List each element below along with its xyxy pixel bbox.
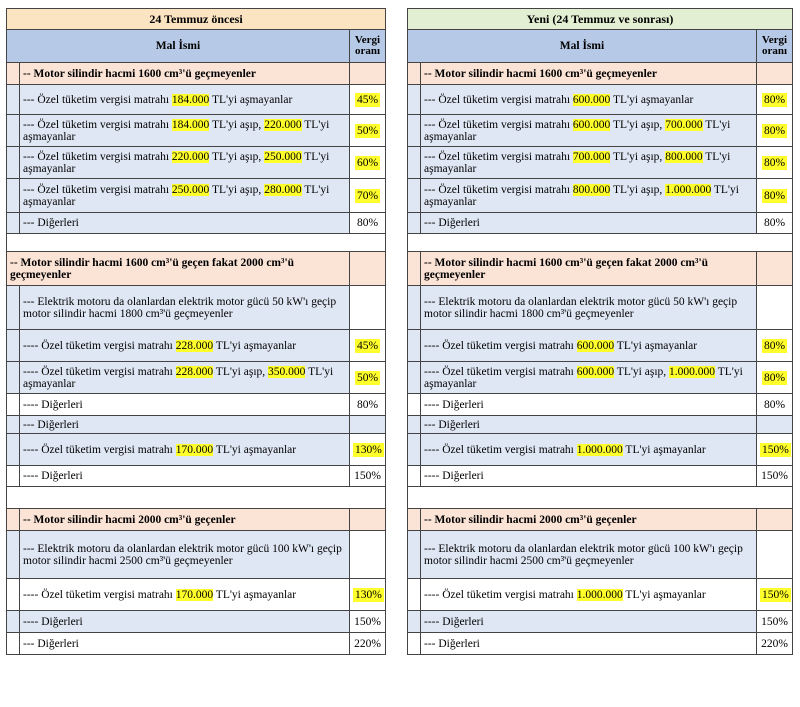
table-row [7, 362, 386, 394]
header-rate-line2: oranı [761, 45, 788, 57]
section-row [7, 252, 386, 286]
rate-value: 80% [756, 213, 792, 234]
row-label: ---- Diğerleri [20, 466, 350, 487]
rate-value: 45% [349, 330, 385, 362]
rate-value: 130% [349, 579, 385, 611]
row-label: --- Diğerleri [20, 416, 350, 434]
section-title: -- Motor silindir hacmi 1600 cm³'ü geçmeyenler [421, 63, 757, 85]
row-label: ---- Özel tüketim vergisi matrahı 170.000 TL'yi aşmayanlar [20, 579, 350, 611]
table-row [7, 115, 386, 147]
rate-value: 150% [349, 466, 385, 487]
rate-value: 50% [349, 115, 385, 147]
row-label: ---- Diğerleri [421, 394, 757, 416]
row-label: --- Diğerleri [20, 213, 350, 234]
table-row [7, 330, 386, 362]
table-row [408, 394, 793, 416]
header-row [408, 30, 793, 63]
row-label: --- Özel tüketim vergisi matrahı 600.000 TL'yi aşmayanlar [421, 85, 757, 115]
table-title: Yeni (24 Temmuz ve sonrası) [408, 9, 793, 30]
rate-value: 45% [349, 85, 385, 115]
section-row [7, 509, 386, 531]
rate-value: 50% [349, 362, 385, 394]
spacer-row [7, 487, 386, 509]
table-row [408, 579, 793, 611]
row-label: ---- Diğerleri [421, 466, 757, 487]
rate-value: 150% [756, 434, 792, 466]
table-row [408, 633, 793, 655]
row-label: --- Özel tüketim vergisi matrahı 700.000 TL'yi aşıp, 800.000 TL'yi aşmayanlar [421, 147, 757, 179]
section-title: -- Motor silindir hacmi 1600 cm³'ü geçen fakat 2000 cm³'ü geçmeyenler [421, 252, 757, 286]
header-rate [349, 30, 385, 63]
row-label: --- Özel tüketim vergisi matrahı 250.000 TL'yi aşıp, 280.000 TL'yi aşmayanlar [20, 179, 350, 213]
row-label: --- Diğerleri [20, 633, 350, 655]
rate-value: 80% [756, 179, 792, 213]
subsection-title: --- Elektrik motoru da olanlardan elektrik motor gücü 100 kW'ı geçip motor silindir hacmi 2500 cm³'ü geçmeyenler [20, 531, 350, 579]
rate-value: 70% [349, 179, 385, 213]
table-row [7, 579, 386, 611]
rate-value: 220% [349, 633, 385, 655]
spacer-row [408, 487, 793, 509]
subsection-row [7, 286, 386, 330]
table-row [408, 147, 793, 179]
table-row [7, 179, 386, 213]
rate-value: 60% [349, 147, 385, 179]
section-row [408, 252, 793, 286]
rate-value: 150% [349, 611, 385, 633]
rate-value: 80% [756, 394, 792, 416]
rate-value: 80% [756, 362, 792, 394]
rate-value: 150% [756, 611, 792, 633]
section-row [408, 509, 793, 531]
table-row [7, 633, 386, 655]
rate-value: 150% [756, 579, 792, 611]
highlight-amount: 184.000 [171, 93, 210, 106]
header-rate-line2: oranı [354, 45, 381, 57]
rate-value: 80% [349, 394, 385, 416]
table-before [6, 8, 386, 655]
rate-value: 150% [756, 466, 792, 487]
header-rate [756, 30, 792, 63]
table-row [7, 394, 386, 416]
section-title: -- Motor silindir hacmi 1600 cm³'ü geçen fakat 2000 cm³'ü geçmeyenler [7, 252, 350, 286]
subsection-title: --- Elektrik motoru da olanlardan elektrik motor gücü 50 kW'ı geçip motor silindir hacmi 1800 cm³'ü geçmeyenler [421, 286, 757, 330]
row-label: --- Özel tüketim vergisi matrahı 800.000 TL'yi aşıp, 1.000.000 TL'yi aşmayanlar [421, 179, 757, 213]
row-label: ---- Özel tüketim vergisi matrahı 228.000 TL'yi aşıp, 350.000 TL'yi aşmayanlar [20, 362, 350, 394]
rate-value: 80% [756, 330, 792, 362]
row-label: ---- Özel tüketim vergisi matrahı 1.000.000 TL'yi aşmayanlar [421, 579, 757, 611]
row-label: --- Özel tüketim vergisi matrahı 220.000 TL'yi aşıp, 250.000 TL'yi aşmayanlar [20, 147, 350, 179]
table-row [408, 434, 793, 466]
table-row [408, 362, 793, 394]
table-row [408, 85, 793, 115]
section-title: -- Motor silindir hacmi 2000 cm³'ü geçenler [421, 509, 757, 531]
row-label: ---- Diğerleri [20, 394, 350, 416]
subsection-row [408, 286, 793, 330]
table-row [7, 466, 386, 487]
table-row [408, 213, 793, 234]
row-label: --- Özel tüketim vergisi matrahı 600.000 TL'yi aşıp, 700.000 TL'yi aşmayanlar [421, 115, 757, 147]
table-row [408, 179, 793, 213]
rate-value: 80% [349, 213, 385, 234]
header-rate-line1: Vergi [354, 34, 381, 46]
table-row [408, 330, 793, 362]
table-row [408, 416, 793, 434]
subsection-row [408, 531, 793, 579]
row-label: ---- Özel tüketim vergisi matrahı 228.000 TL'yi aşmayanlar [20, 330, 350, 362]
section-title: -- Motor silindir hacmi 1600 cm³'ü geçmeyenler [20, 63, 350, 85]
rate-value: 130% [349, 434, 385, 466]
header-row [7, 30, 386, 63]
row-label: --- Özel tüketim vergisi matrahı 184.000 TL'yi aşıp, 220.000 TL'yi aşmayanlar [20, 115, 350, 147]
row-label: --- Diğerleri [421, 213, 757, 234]
table-title: 24 Temmuz öncesi [7, 9, 386, 30]
table-row [408, 115, 793, 147]
row-label: ---- Özel tüketim vergisi matrahı 600.000 TL'yi aşıp, 1.000.000 TL'yi aşmayanlar [421, 362, 757, 394]
table-row [7, 213, 386, 234]
row-label: ---- Özel tüketim vergisi matrahı 170.000 TL'yi aşmayanlar [20, 434, 350, 466]
spacer-row [7, 234, 386, 252]
table-row [7, 611, 386, 633]
table-row [7, 85, 386, 115]
row-label: --- Özel tüketim vergisi matrahı 184.000 TL'yi aşmayanlar [20, 85, 350, 115]
row-label: ---- Özel tüketim vergisi matrahı 600.000 TL'yi aşmayanlar [421, 330, 757, 362]
row-label: ---- Diğerleri [20, 611, 350, 633]
subsection-title: --- Elektrik motoru da olanlardan elektrik motor gücü 50 kW'ı geçip motor silindir hacmi 1800 cm³'ü geçmeyenler [20, 286, 350, 330]
row-label: ---- Diğerleri [421, 611, 757, 633]
table-row [7, 434, 386, 466]
rate-value: 80% [756, 115, 792, 147]
rate-value: 80% [756, 147, 792, 179]
table-after [407, 8, 793, 655]
rate-value: 80% [756, 85, 792, 115]
table-title-row [7, 9, 386, 30]
table-row [7, 147, 386, 179]
table-row [408, 466, 793, 487]
subsection-title: --- Elektrik motoru da olanlardan elektrik motor gücü 100 kW'ı geçip motor silindir hacmi 2500 cm³'ü geçmeyenler [421, 531, 757, 579]
row-label: ---- Özel tüketim vergisi matrahı 1.000.000 TL'yi aşmayanlar [421, 434, 757, 466]
section-row [408, 63, 793, 85]
section-row [7, 63, 386, 85]
table-title-row [408, 9, 793, 30]
spacer-row [408, 234, 793, 252]
section-title: -- Motor silindir hacmi 2000 cm³'ü geçenler [20, 509, 350, 531]
header-name: Mal İsmi [7, 30, 350, 63]
table-row [7, 416, 386, 434]
row-label: --- Diğerleri [421, 416, 757, 434]
header-rate-line1: Vergi [761, 34, 788, 46]
table-row [408, 611, 793, 633]
row-label: --- Diğerleri [421, 633, 757, 655]
header-name: Mal İsmi [408, 30, 757, 63]
subsection-row [7, 531, 386, 579]
rate-value: 220% [756, 633, 792, 655]
